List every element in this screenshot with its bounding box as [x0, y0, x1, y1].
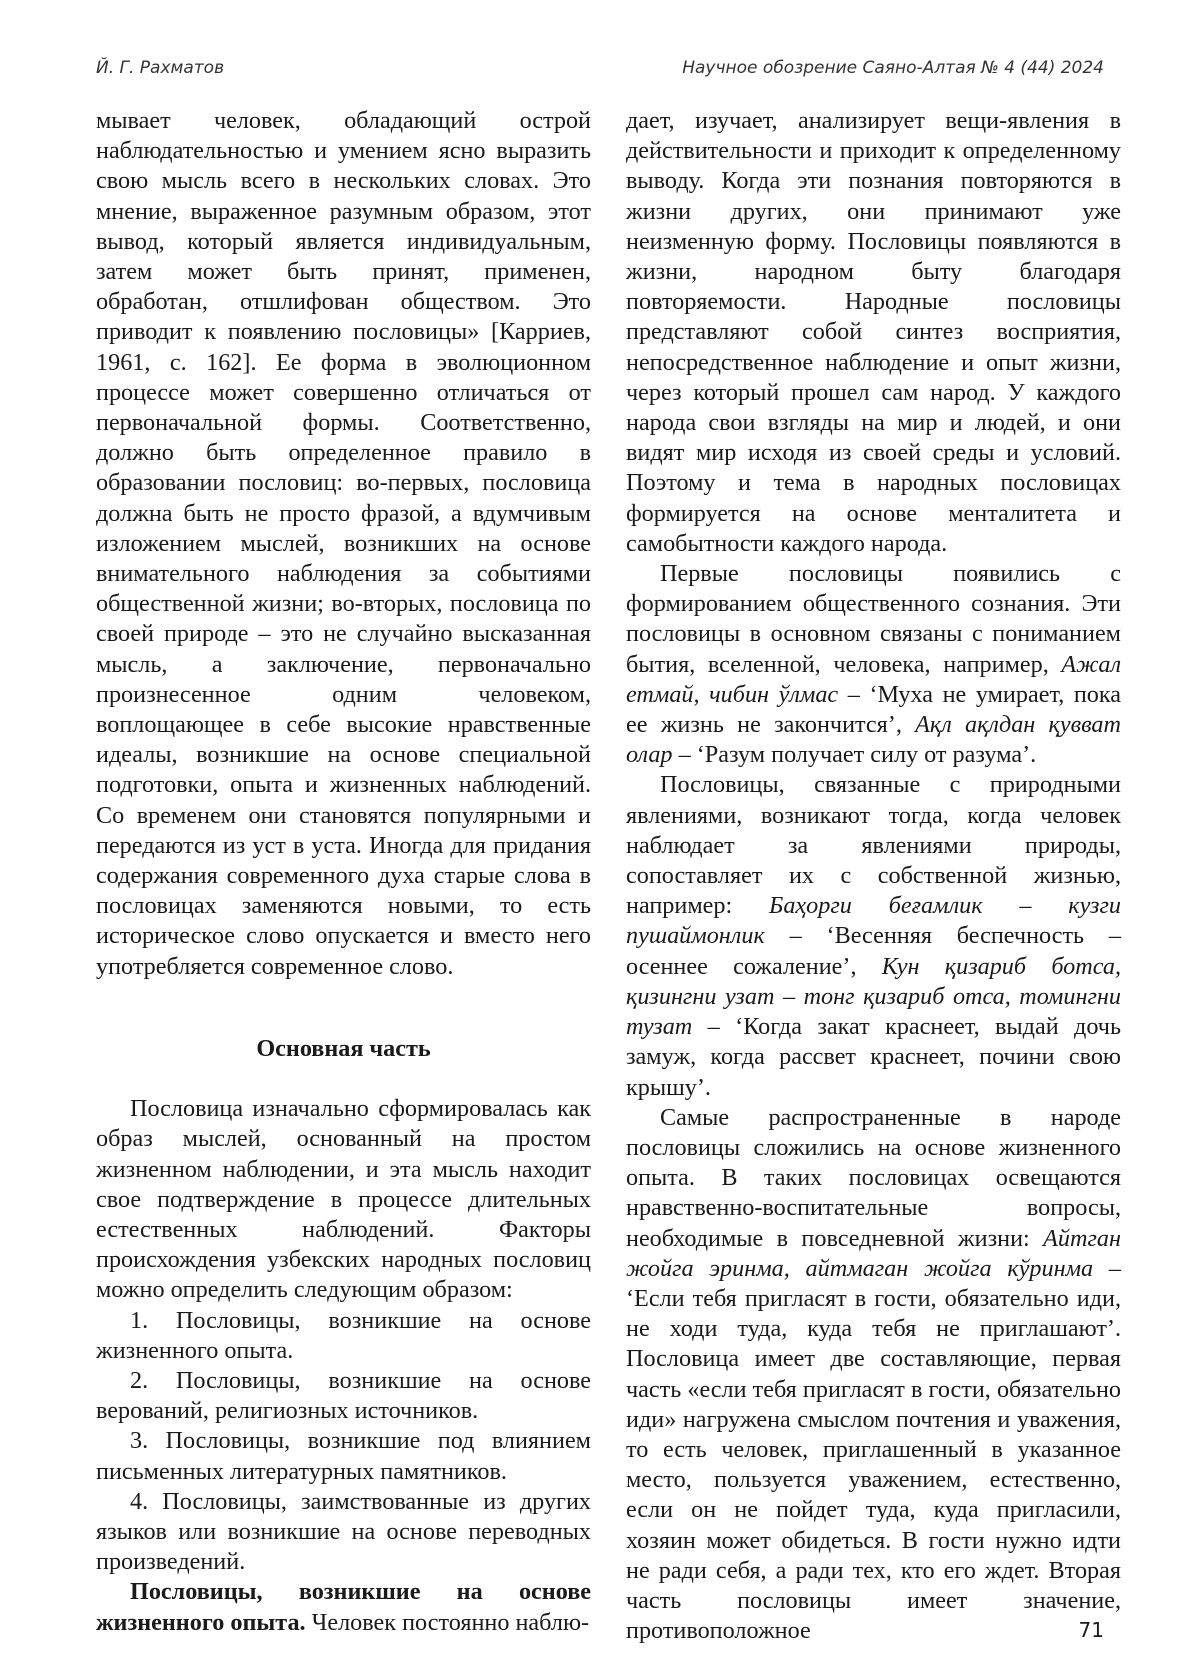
paragraph: мывает человек, обладающий острой наблюдательностью и умением ясно выразить свою мысль всего в нескольких словах. Это мнение, выраженное разумным образом, этот вывод, который является индивидуальным, затем может быть принят, применен, обработан, отшлифован обществом. Это приводит к появлению пословицы» [Карриев, 1961, с. 162]. Ее форма в эволюционном процессе может совершенно отличаться от первоначальной формы. Соответственно, должно быть определенное правило в образовании пословиц: во-первых, пословица должна быть не просто фразой, а вдумчивым изложением мыслей, возникших на основе внимательного наблюдения за событиями общественной жизни; во-вторых, пословица по своей природе – это не случайно высказанная мысль, а заключение, первоначально произнесенное одним человеком, воплощающее в себе высокие нравственные идеалы, возникшие на основе специальной подготовки, опыта и жизненных наблюдений. Со временем они становятся популярными и передаются из уст в уста. Иногда для придания содержания современного духа старые слова в пословицах заменяются новыми, то есть историческое слово опускается и вместо него употребляется современное слово. — [96, 107, 591, 980]
section-heading: Основная часть — [256, 1034, 431, 1062]
paragraph-text: Человек постоянно наблю- — [305, 1608, 590, 1636]
paragraph-text: – ‘Если тебя пригласят в гости, обязательно иди, не ходи туда, куда тебя не приглашают’. Пословица имеет две составляющие, первая часть «если тебя пригласят в гости, обязательно иди» нагружена смыслом почтения и уважения, то есть человек, приглашенный в указанное место, пользуется уважением, естественно, если он не пойдет туда, куда пригласили, хозяин может обидеться. В гости нужно идти не ради себя, а ради тех, кто его ждет. Вторая часть пословицы имеет значение, противоположное — [626, 1254, 1122, 1645]
paragraph: Пословица изначально сформировалась как образ мыслей, основанный на простом жизненном наблюдении, и эта мысль находит свое подтверждение в процессе длительных естественных наблюдений. Факторы происхождения узбекских народных пословиц можно определить следующим образом: — [96, 1095, 591, 1304]
paragraph — [626, 770, 1121, 1102]
paragraph-text: Самые распространенные в народе пословицы сложились на основе жизненного опыта. В таких пословицах освещаются нравственно-воспитательные вопросы, необходимые в повседневной жизни: — [626, 1103, 1121, 1252]
left-column — [96, 106, 591, 1638]
running-header-author: Й. Г. Рахматов — [96, 58, 225, 78]
proverb-uzbek: Ажал етмай, чибин ўлмас — [626, 650, 1121, 708]
paragraph — [626, 559, 1121, 770]
list-item: 1. Пословицы, возникшие на основе жизненного опыта. — [96, 1306, 591, 1364]
proverb-uzbek: Ақл ақлдан қувват олар — [626, 711, 1121, 769]
paragraph-text: – ‘Весенняя беспечность – осеннее сожаление’, — [626, 922, 1121, 980]
paragraph-text: – ‘Муха не умирает, пока ее жизнь не закончится’, — [626, 680, 1121, 739]
paragraph-text: – ‘Разум получает силу от разума’. — [672, 741, 1037, 769]
paragraph-text: Пословицы, связанные с природными явлениями, возникают тогда, когда человек наблюдает за явлениями природы, сопоставляет их с собственной жизнью, например: — [626, 771, 1121, 920]
list-item: 3. Пословицы, возникшие под влиянием письменных литературных памятников. — [96, 1427, 591, 1485]
paragraph — [96, 1577, 591, 1637]
subsection-lead: Пословицы, возникшие на основе жизненного опыта. — [96, 1578, 591, 1636]
paragraph: дает, изучает, анализирует вещи-явления в действительности и приходит к определенному выводу. Когда эти познания повторяются в жизни других, они принимают уже неизменную форму. Пословицы появляются в жизни, народном быту благодаря повторяемости. Народные пословицы представляют собой синтез восприятия, непосредственное наблюдение и опыт жизни, через который прошел сам народ. У каждого народа свои взгляды на мир и людей, и они видят мир исходя из своей среды и условий. Поэтому и тема в народных пословицах формируется на основе менталитета и самобытности каждого народа. — [626, 107, 1121, 557]
paragraph — [626, 1103, 1121, 1647]
proverb-uzbek: Кун қизариб ботса, қизингни узат – тонг қизариб отса, томингни тузат — [626, 952, 1121, 1041]
proverb-uzbek: Айтган жойга эринма, айтмаган жойга кўринма — [626, 1224, 1121, 1282]
page-number: 71 — [1078, 1618, 1104, 1642]
list-item: 4. Пословицы, заимствованные из других языков или возникшие на основе переводных произведений. — [96, 1487, 591, 1576]
running-header-journal: Научное обозрение Саяно-Алтая № 4 (44) 2024 — [682, 58, 1104, 78]
right-column — [626, 106, 1121, 1646]
list-item: 2. Пословицы, возникшие на основе верований, религиозных источников. — [96, 1366, 591, 1425]
paragraph-text: Первые пословицы появились с формированием общественного сознания. Эти пословицы в основном связаны с пониманием бытия, вселенной, человека, например, — [626, 560, 1121, 678]
proverb-uzbek: Баҳорги беғамлик – кузги пушаймонлик — [626, 892, 1121, 950]
paragraph-text: – ‘Когда закат краснеет, выдай дочь замуж, когда рассвет краснеет, почини свою крышу’. — [626, 1013, 1121, 1101]
